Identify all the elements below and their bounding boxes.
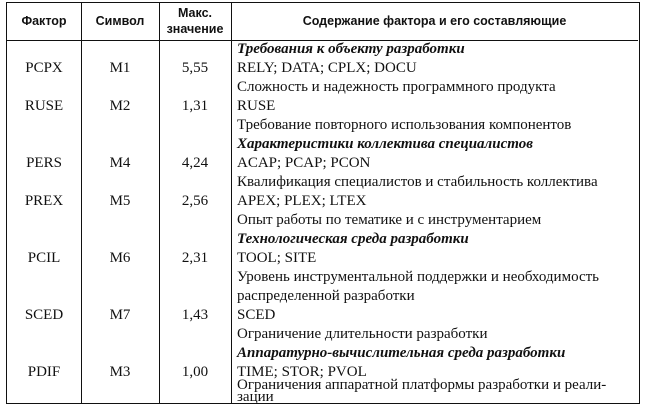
symbol-cell: M4 [109, 155, 131, 171]
cocomo-factors-table [6, 2, 640, 404]
max-value-cell: 5,55 [181, 60, 209, 76]
symbol-cell: M7 [109, 307, 131, 323]
header-factor: Фактор [21, 14, 67, 28]
components-cell: APEX; PLEX; LTEX [237, 193, 367, 209]
components-cell: RUSE [237, 98, 276, 114]
max-value-cell: 1,43 [181, 307, 209, 323]
description-cell: Уровень инструментальной поддержки и необходимость [237, 269, 600, 285]
table-header [7, 3, 638, 41]
symbol-cell: M2 [109, 98, 131, 114]
symbol-cell: M1 [109, 60, 131, 76]
factor-cell: PERS [26, 155, 62, 171]
factor-cell: PCIL [27, 250, 61, 266]
factor-cell: SCED [24, 307, 64, 323]
factor-cell: PDIF [27, 364, 61, 380]
description-cell: Опыт работы по тематике и с инструментарием [237, 212, 542, 228]
description-cell: Ограничения аппаратной платформы разработки и реали- [237, 377, 607, 393]
description-cell: Квалификация специалистов и стабильность коллектива [237, 174, 598, 190]
components-cell: TIME; STOR; PVOL [237, 364, 367, 380]
components-cell: RELY; DATA; CPLX; DOCU [237, 60, 417, 76]
description-cell: Требование повторного использования компонентов [237, 117, 572, 133]
section-heading: Требования к объекту разработки [237, 41, 465, 57]
symbol-cell: M6 [109, 250, 131, 266]
header-symbol: Символ [95, 14, 145, 28]
max-value-cell: 4,24 [181, 155, 209, 171]
section-heading: Аппаратурно-вычислительная среда разработки [237, 345, 566, 361]
max-value-cell: 2,56 [181, 193, 209, 209]
description-cell: Сложность и надежность программного продукта [237, 79, 556, 95]
header-max-line1: Макс. [177, 6, 213, 20]
section-heading: Технологическая среда разработки [237, 231, 469, 247]
column-divider [231, 3, 232, 403]
components-cell: SCED [237, 307, 276, 323]
factor-cell: RUSE [24, 98, 64, 114]
header-max-line2: значение [166, 22, 224, 36]
description-cell: Ограничение длительности разработки [237, 326, 488, 342]
symbol-cell: M5 [109, 193, 131, 209]
description-cell-continued: зации [237, 389, 274, 405]
max-value-cell: 2,31 [181, 250, 209, 266]
components-cell: TOOL; SITE [237, 250, 317, 266]
header-content: Содержание фактора и его составляющие [302, 14, 567, 28]
symbol-cell: M3 [109, 364, 131, 380]
section-heading: Характеристики коллектива специалистов [237, 136, 533, 152]
factor-cell: PREX [24, 193, 64, 209]
description-cell-continued: распределенной разработки [237, 288, 415, 304]
max-value-cell: 1,00 [181, 364, 209, 380]
max-value-cell: 1,31 [181, 98, 209, 114]
components-cell: ACAP; PCAP; PCON [237, 155, 371, 171]
factor-cell: PCPX [25, 60, 63, 76]
